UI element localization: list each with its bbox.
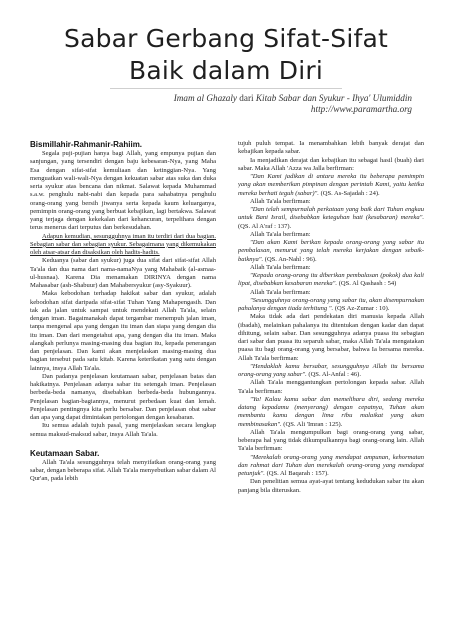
quote-text: "Dan akan Kami berikan kepada orang-orang yang sabar itu pembalasan, menurut yang telah mereka kerjakan dengan sebaik-baiknya". bbox=[238, 239, 424, 263]
paragraph: Allah Ta'ala berfirman: bbox=[250, 197, 311, 205]
byline bbox=[174, 93, 412, 115]
quote-text: "Ya! Kalau kamu sabar dan memelihara diri, sedang mereka datang kepadamu (menyerang) dengan cepatnya, Tuhan akan membantu kamu dengan lima ribu malaikat yang akan membinasakan". bbox=[238, 395, 424, 428]
paragraph: Allah Ta'ala berfirman: bbox=[250, 288, 311, 296]
quote-text: "Dan telah sempurnalah perkataan yang baik dari Tuhan engkau untuk Bani Israil, disebabkan keteguhan hati (kesabaran) mereka". bbox=[238, 206, 424, 222]
quran-quote bbox=[238, 454, 424, 479]
paragraph: Itu semua adalah tujuh pasal, yang menjelaskan secara lengkap semua maksud-maksud sabar, insya Allah Ta'ala. bbox=[30, 422, 216, 438]
title-divider bbox=[110, 88, 342, 89]
quote-text: "Hendaklah kamu bersabar, sesungguhnya Allah itu bersama orang-orang yang sabar". bbox=[238, 362, 424, 378]
paragraph: Allah Ta'ala mengumpulkan bagi orang-orang yang sabar, beberapa hal yang tidak dikumpulkannya bagi orang-orang lain. Allah Ta'ala berfirman: bbox=[238, 428, 424, 453]
quote-reference: (QS. Al-Anfal : 46). bbox=[306, 371, 361, 378]
quran-quote bbox=[238, 206, 424, 231]
paragraph: Maka kebodohan terhadap hakikat sabar dan syukur, adalah kebodohan sifat daripada sifat-sifat Tuhan Yang Mahapengasih. Dan tak ada jalan untuk sampai untuk mendekati Allah Ta'ala, selain dengan iman. Bagaimanakah dapat tergambar menempuh jalan iman, tanpa mengenal apa yang dengan itu iman dan siapa yang dengan dia itu iman. Dan dari mengetahui apa, yang dengan dia itu iman. Maka alangkah perlunya masing-masing dua bagian itu, kepada penerangan dan penjelasan. Dan kami akan menjelaskan masing-masing dua bagian tersebut pada satu kitab. Karena keterikatan yang satu dengan lainnya, insya Allah Ta'ala. bbox=[30, 290, 216, 372]
right-column bbox=[238, 140, 424, 635]
paragraph: Dan padanya penjelasan keutamaan sabar, penjelasan batas dan hakikatnya. Penjelasan adanya sabar itu setengah iman. Penjelasan berbeda-beda namanya, disebabkan berbeda-beda hubungannya. Penjelasan bagian-bagiannya, menurut perbedaan kuat dan lemah. Penjelasan pentingnya kita perlu bersabar. Dan penjelasan obat sabar dan apa yang dapat dimintakan pertolongan dengan kesabaran. bbox=[30, 372, 216, 421]
quote-reference: (QS. As-Sajadah : 24). bbox=[318, 189, 380, 197]
byline-book: Kitab Sabar dan Syukur - Ihya' Ulumiddin bbox=[255, 93, 412, 103]
paragraph: Allah Ta'ala menggantungkan pertolongan kepada sabar. Allah Ta'ala berfirman: bbox=[238, 379, 424, 395]
quote-text: "Kepada orang-orang itu diberikan pembalasan (pokok) dua kali lipat, disebabkan kesabaran mereka". bbox=[238, 272, 424, 288]
paragraph: Segala puji-pujian hanya bagi Allah, yang empunya pujian dan sanjungan, yang tersendiri dengan baju kebesaran-Nya, yang Maha Esa dengan sifat-sifat kemuliaan dan ketinggian-Nya. Yang menguatkan wali-wali-Nya dengan kekuatan sabar atas suka dan duka serta syukur atas bencana dan nikmat. Salawat kepada Muhammad s.a.w. penghulu nabi-nabi dan kepada para sahabatnya penghulu orang-orang yang bersih jiwanya serta kepada kaum keluarganya, pemimpin orang-orang yang berbuat kebajikan, lagi bertakwa. Salawat yang terjaga dengan kekekalan dari kehancuran, terpelihara dengan terus menerus dari terputus dan berkesudahan. bbox=[30, 150, 216, 232]
quran-quote bbox=[238, 297, 424, 314]
quote-text: "Dan Kami jadikan di antara mereka itu beberapa pemimpin yang akan memberikan pimpinan dengan perintah Kami, yaitu ketika mereka berhati teguh (sabar)". bbox=[238, 173, 424, 197]
quote-reference: (QS Az-Zumar : 10). bbox=[333, 305, 390, 312]
paragraph: Allah Ta'ala berfirman: bbox=[250, 230, 311, 238]
section-heading-bismillah: Bismillahir-Rahmanir-Rahiim. bbox=[30, 140, 143, 149]
paragraph: Ia menjadikan derajat dan kebajikan itu sebagai hasil (buah) dari sabar. Maka Allah 'Azza wa Jalla berfirman: bbox=[238, 156, 424, 172]
section-heading-keutamaan-sabar: Keutamaan Sabar. bbox=[30, 448, 100, 458]
quran-quote bbox=[238, 363, 424, 380]
quote-reference: (QS. Al Baqarah : 157). bbox=[264, 470, 329, 477]
byline-dari: dari bbox=[239, 93, 254, 103]
paragraph: Allah Ta'ala sesungguhnya telah menyifatkan orang-orang yang sabar, dengan beberapa sifat. Allah Ta'ala menyebutkan sabar dalam Al Qur'an, pada lebih bbox=[30, 458, 216, 483]
quote-text: "Sesungguhnya orang-orang yang sabar itu, akan disempurnakan pahalanya dengan tiada terhitung ". bbox=[238, 296, 424, 312]
quote-reference: (QS. Ali 'Imran : 125). bbox=[281, 420, 343, 428]
paragraph: Keduanya (sabar dan syukur) juga dua sifat dari sifat-sifat Allah Ta'ala dan dua nama dari nama-namaNya yang Mahabaik (al-asmaa-ul-husnaa). Karena Dia menamakan DIRINYA dengan nama Mahasabar (ash-Shabuur) dan Mahabersyukur (asy-Syakuur). bbox=[30, 257, 216, 289]
document-title-line-2: Baik dalam Diri bbox=[128, 56, 323, 85]
quote-reference: (QS. Al Qashash : 54) bbox=[337, 280, 397, 288]
quran-quote bbox=[238, 173, 424, 198]
quote-reference: (QS. Al A'raf : 137). bbox=[238, 222, 292, 230]
document-title-line-1: Sabar Gerbang Sifat-Sifat bbox=[64, 24, 388, 53]
quote-text: "Merekalah orang-orang yang mendapat ampunan, kehormatan dan rahmat dari Tuhan dan merekalah orang-orang yang mendapat petunjuk". bbox=[238, 453, 424, 477]
paragraph: tujuh puluh tempat. Ia menambahkan lebih banyak derajat dan kebajikan kepada sabar. bbox=[238, 140, 424, 156]
paragraph: Dan penelitian semua ayat-ayat tentang kedudukan sabar itu akan panjang bila diteruskan. bbox=[238, 478, 424, 494]
byline-author: Imam al Ghazaly bbox=[173, 93, 237, 103]
quran-quote bbox=[238, 272, 424, 289]
left-column bbox=[30, 140, 216, 635]
quran-quote bbox=[238, 239, 424, 264]
byline-url[interactable]: http://www.paramartha.org bbox=[310, 104, 412, 114]
quote-reference: (QS. An-Nahl : 96). bbox=[263, 255, 317, 263]
paragraph: Adapun kemudian, sesungguhnya iman itu terdiri dari dua bagian. Sebagian sabar dan sebagian syukur. Sebagaimana yang dikemukakan oleh atsar-atsar dan disaksikan oleh hadits-hadits. bbox=[30, 232, 216, 256]
quran-quote bbox=[238, 396, 424, 429]
paragraph: Maka tidak ada dari pendekatan diri manusia kepada Allah (ibadah), melainkan pahalanya itu ditentukan dengan kadar dan dapat dihitung, selain sabar. Dan sesungguhnya adanya puasa itu sebagian dari sabar dan puasa itu separuh sabar, maka Allah Ta'ala mengatakan puasa itu bagi orang-orang yang bersabar, bahwa Ia bersama mereka. Allah Ta'ala berfirman: bbox=[238, 313, 424, 362]
paragraph: Allah Ta'ala berfirman: bbox=[250, 263, 311, 271]
